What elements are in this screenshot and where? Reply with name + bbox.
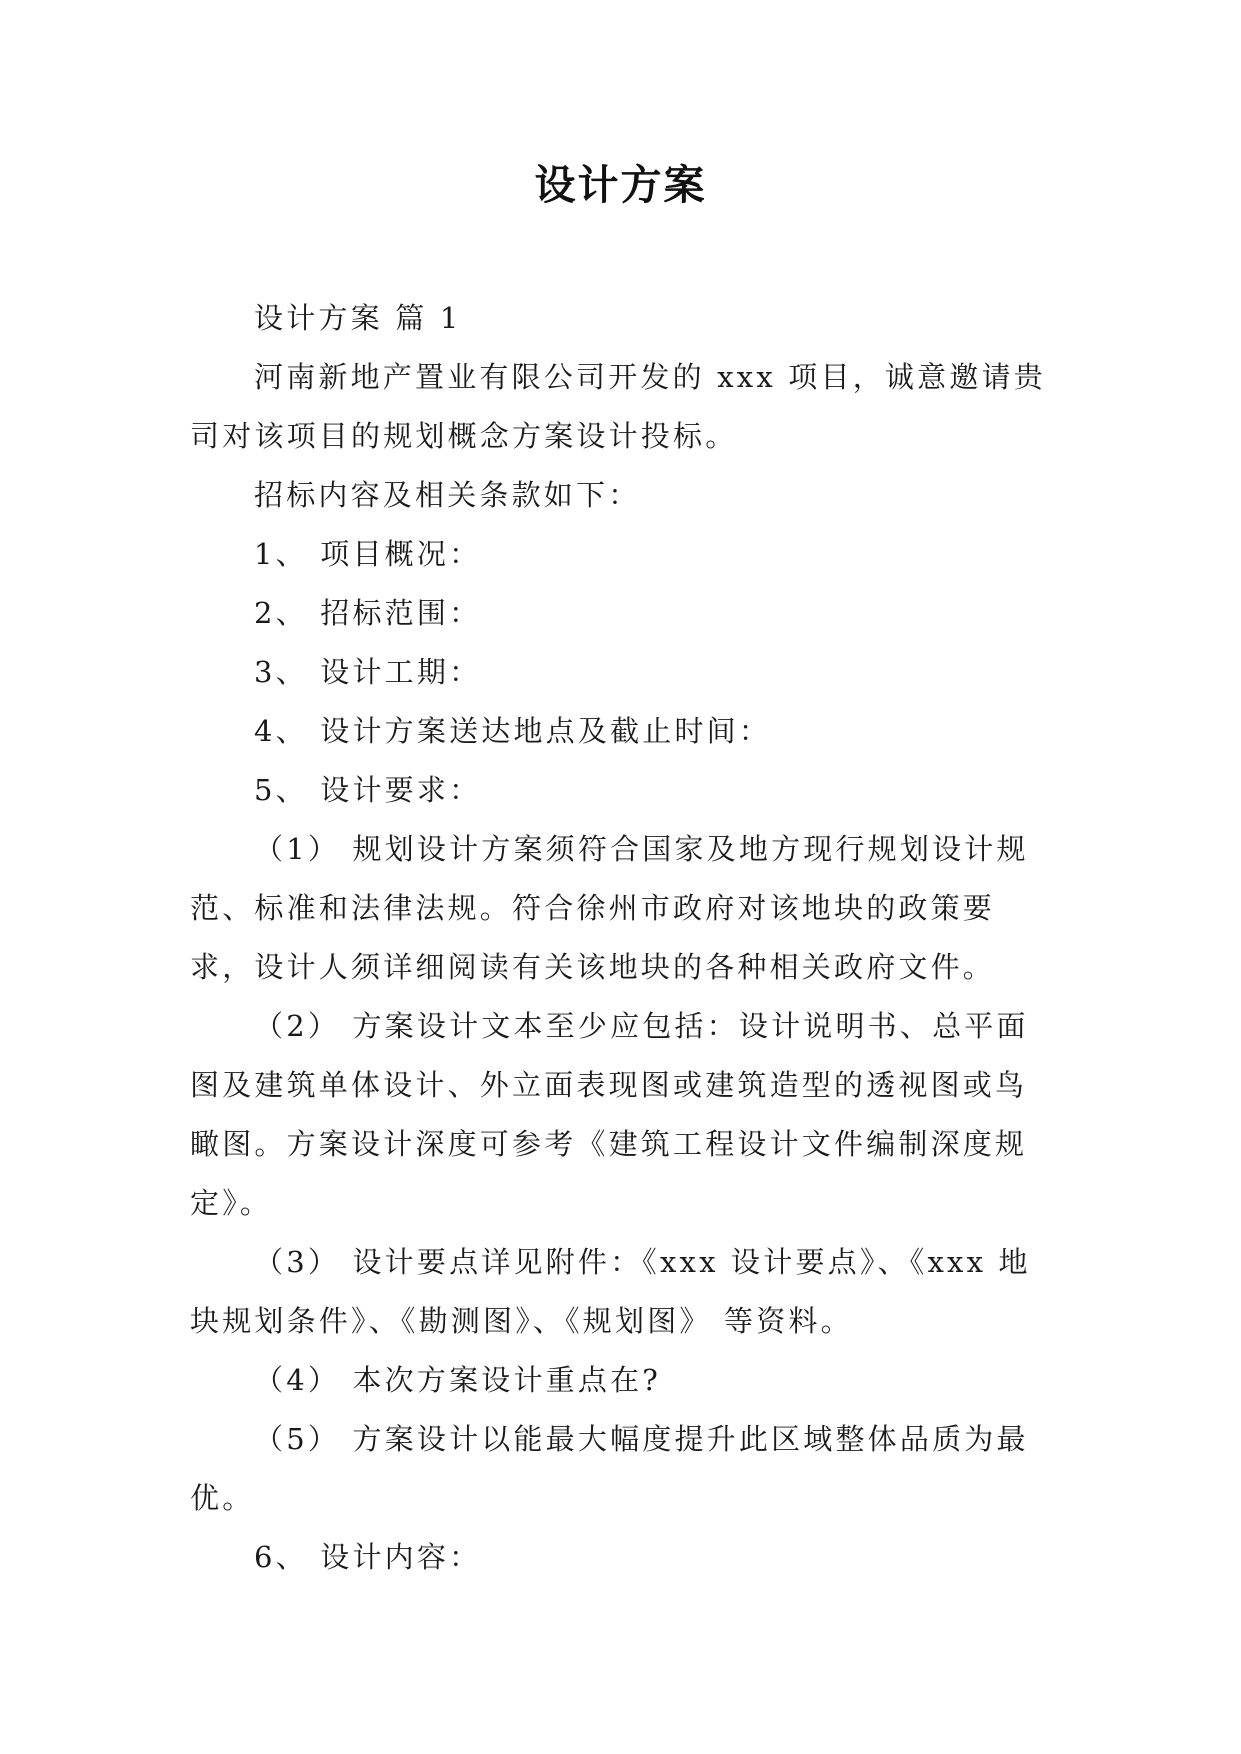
list-item-4: 4、 设计方案送达地点及截止时间： [254,714,772,748]
list-item-5: 5、 设计要求： [254,773,482,807]
intro-paragraph: 河南新地产置业有限公司开发的 xxx 项目，诚意邀请贵司对该项目的规划概念方案设计投标。 [190,360,1046,453]
list-item-1: 1、 项目概况： [254,537,482,571]
requirement-4: （4） 本次方案设计重点在? [254,1363,662,1397]
list-item-3: 3、 设计工期： [254,655,482,689]
requirement-1: （1） 规划设计方案须符合国家及地方现行规划设计规范、标准和法律法规。符合徐州市政府对该地块的政策要求，设计人须详细阅读有关该地块的各种相关政府文件。 [190,832,1029,984]
requirement-2: （2） 方案设计文本至少应包括：设计说明书、总平面图及建筑单体设计、外立面表现图或建筑造型的透视图或鸟瞰图。方案设计深度可参考《建筑工程设计文件编制深度规定》。 [190,1009,1029,1220]
page-title: 设计方案 [534,161,707,209]
section-heading: 设计方案 篇 1 [254,301,462,335]
document-body [190,289,1048,1587]
clause-intro-paragraph: 招标内容及相关条款如下： [254,478,641,512]
requirement-3: （3） 设计要点详见附件：《xxx 设计要点》、《xxx 地块规划条件》、《勘测图》、《规划图》 等资料。 [190,1245,1031,1338]
list-item-6: 6、 设计内容： [254,1540,482,1574]
list-item-2: 2、 招标范围： [254,596,482,630]
requirement-5: （5） 方案设计以能最大幅度提升此区域整体品质为最优。 [190,1422,1029,1515]
